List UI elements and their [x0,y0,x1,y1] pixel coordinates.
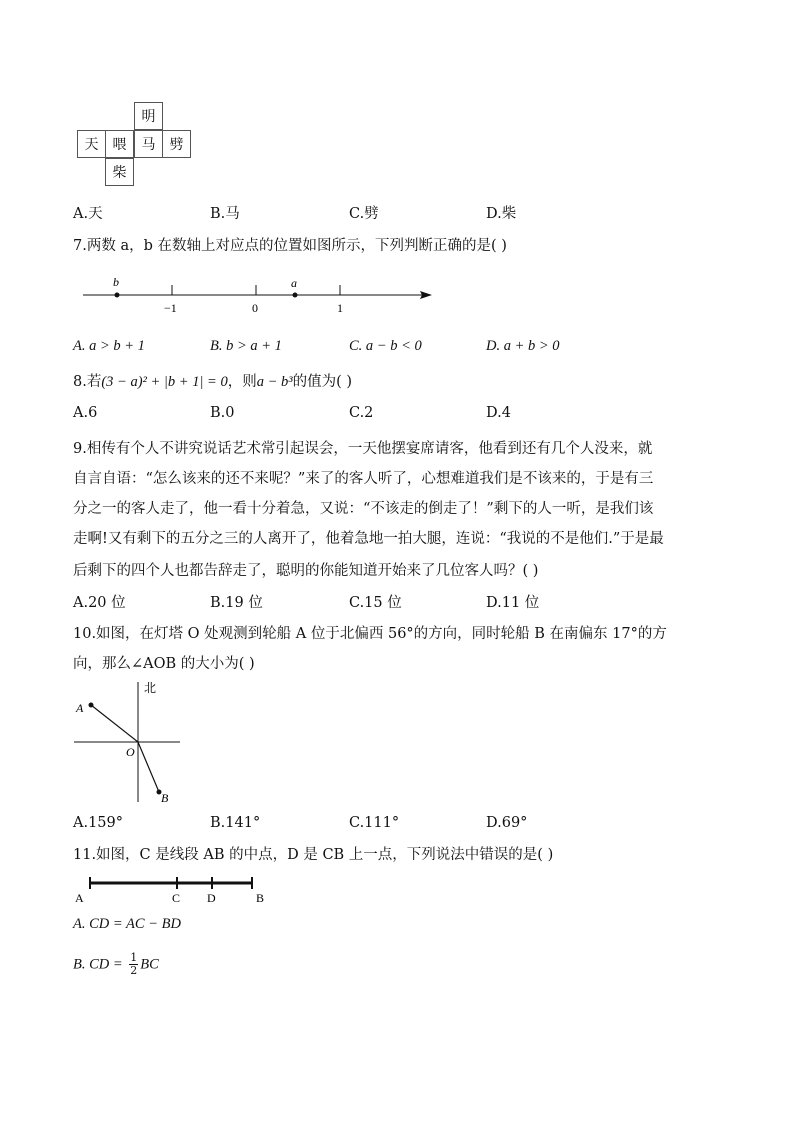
line-segment-figure [72,872,272,908]
q6-option-b: B.马 [210,206,240,222]
net-cell-row-4: 劈 [162,130,191,158]
fraction-numerator: 1 [130,951,138,964]
net-cell-top: 明 [134,102,163,130]
point-b-label: B [161,791,169,805]
net-cell-bottom: 柴 [105,158,134,186]
q9-line-4: 走啊!又有剩下的五分之三的人离开了，他着急地一拍大腿，连说：“我说的不是他们.”于是最 [73,531,664,547]
q10-option-a: A.159° [73,815,124,831]
q11-option-b-suffix: BC [140,956,159,973]
q9-option-d: D.11 位 [486,595,540,611]
q9-option-b: B.19 位 [210,595,263,611]
q8-expression-2: a − b³ [256,374,293,390]
segment-label-a: A [75,891,84,905]
compass-figure [70,678,190,810]
q11-stem: 11.如图，C 是线段 AB 的中点，D 是 CB 上一点，下列说法中错误的是( ) [73,847,554,863]
net-cell-row-2: 喂 [105,130,134,158]
q10-option-c: C.111° [349,815,400,831]
q10-line-2: 向，那么∠AOB 的大小为( ) [73,656,255,672]
q11-option-b-prefix: B. CD = [73,956,123,973]
fraction-denominator: 2 [130,964,138,977]
q6-option-c: C.劈 [349,206,379,222]
q8-option-a: A.6 [73,405,98,421]
point-o-label: O [126,745,135,759]
north-label: 北 [144,681,157,695]
q8-suffix: 的值为( ) [292,374,353,390]
q7-option-c: C. a − b < 0 [349,338,422,354]
q11-option-b-fraction [129,952,138,977]
q10-line-1: 10.如图，在灯塔 O 处观测到轮船 A 位于北偏西 56°的方向，同时轮船 B 在南偏东 17°的方 [73,626,667,642]
q11-option-b [73,952,159,977]
point-a-label: A [76,701,84,715]
q8-option-c: C.2 [349,405,374,421]
q8-stem [73,370,352,391]
segment-label-b: B [256,891,265,905]
q8-prefix: 8.若 [73,374,102,390]
segment-label-c: C [172,891,181,905]
q9-option-a: A.20 位 [73,595,126,611]
q9-line-2: 自言自语：“怎么该来的还不来呢？”来了的客人听了，心想难道我们是不该来的，于是有三 [73,471,654,487]
net-cell-row-1: 天 [77,130,106,158]
q8-option-b: B.0 [210,405,235,421]
axis-label-neg1: −1 [164,301,177,315]
q7-stem: 7.两数 a，b 在数轴上对应点的位置如图所示，下列判断正确的是( ) [73,238,507,254]
axis-label-one: 1 [337,301,343,315]
axis-label-b: b [113,275,119,289]
q9-line-3: 分之一的客人走了，他一看十分着急，又说：“不该走的倒走了！”剩下的人一听，是我们该 [73,501,654,517]
q9-line-1: 9.相传有个人不讲究说话艺术常引起误会，一天他摆宴席请客，他看到还有几个人没来，就 [73,441,653,457]
q7-option-a: A. a > b + 1 [73,338,145,354]
q10-option-b: B.141° [210,815,261,831]
q6-option-d: D.柴 [486,206,517,222]
number-line-figure [80,272,440,316]
q8-option-d: D.4 [486,405,511,421]
q7-option-d: D. a + b > 0 [486,338,560,354]
q11-option-a: A. CD = AC − BD [73,916,181,932]
net-cell-row-3: 马 [134,130,163,158]
q9-option-c: C.15 位 [349,595,402,611]
q8-expression: (3 − a)² + |b + 1| = 0 [101,374,228,390]
q7-option-b: B. b > a + 1 [210,338,282,354]
q10-option-d: D.69° [486,815,528,831]
segment-label-d: D [207,891,216,905]
q8-mid: ，则 [227,374,257,390]
q9-line-5: 后剩下的四个人也都告辞走了，聪明的你能知道开始来了几位客人吗？( ) [73,563,539,579]
axis-label-a: a [291,276,297,290]
axis-label-zero: 0 [252,301,258,315]
q6-option-a: A.天 [73,206,103,222]
